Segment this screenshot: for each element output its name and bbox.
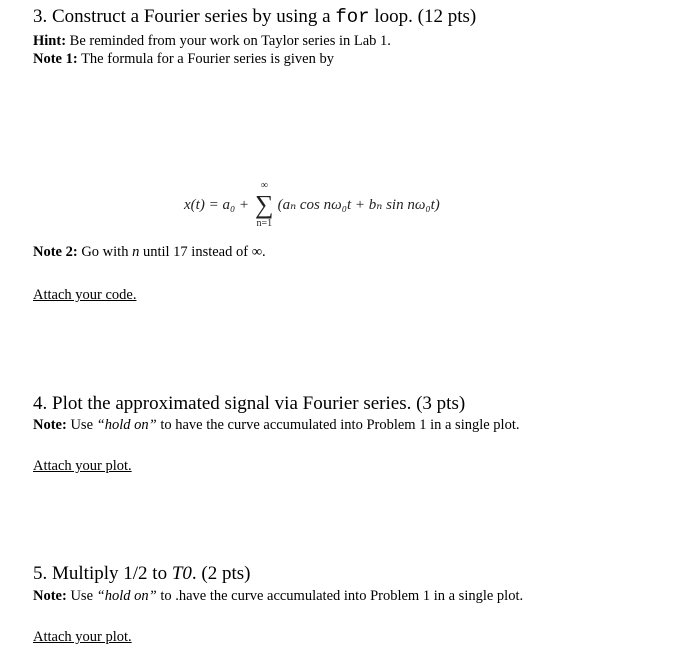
sum-upper-limit: ∞: [260, 180, 268, 191]
note-text: Use: [66, 417, 97, 433]
attach-plot-link-5[interactable]: Attach your plot.: [33, 629, 132, 645]
note-label: Note:: [33, 417, 67, 433]
note-text: Use: [66, 588, 97, 604]
note-text: Go with: [77, 244, 133, 260]
note-1: [33, 51, 334, 68]
title-text: 3. Construct a Fourier series by using a: [33, 6, 336, 27]
note-emphasis: “hold on”: [96, 588, 157, 604]
section-4-title: 4. Plot the approximated signal via Fourier series. (3 pts): [33, 393, 466, 414]
sum-symbol: ∑: [255, 190, 274, 219]
note-label: Note 1:: [33, 51, 78, 67]
variable: n: [132, 244, 140, 260]
attach-code-link[interactable]: Attach your code.: [33, 287, 137, 303]
hint: [33, 33, 391, 50]
variable: T0: [171, 563, 192, 584]
code-keyword: for: [335, 6, 370, 28]
note-label: Note:: [33, 588, 67, 604]
section-4-note: [33, 417, 520, 434]
note-text: to .have the curve accumulated into Problem 1 in a single plot.: [156, 588, 524, 604]
summation: [255, 180, 274, 229]
section-5-title: [33, 563, 250, 585]
section-3-title: [33, 6, 476, 28]
formula-body: (aₙ cos nω₀t + bₙ sin nω₀t): [277, 196, 440, 213]
formula-lhs: x(t) = a₀ +: [184, 196, 250, 213]
sum-lower-limit: n=1: [256, 218, 273, 229]
attach-plot-link-4[interactable]: Attach your plot.: [33, 458, 132, 474]
title-text: . (2 pts): [191, 563, 251, 584]
note-2: [33, 244, 266, 261]
title-text: loop. (12 pts): [369, 6, 477, 27]
note-label: Note 2:: [33, 244, 78, 260]
hint-label: Hint:: [33, 33, 67, 49]
note-text: until 17 instead of ∞.: [139, 244, 266, 260]
note-emphasis: “hold on”: [96, 417, 157, 433]
section-5-note: [33, 588, 523, 605]
fourier-formula: [184, 180, 440, 229]
note-text: to have the curve accumulated into Problem 1 in a single plot.: [156, 417, 520, 433]
note-text: The formula for a Fourier series is given by: [77, 51, 334, 67]
title-text: 5. Multiply 1/2 to: [33, 563, 172, 584]
hint-text: Be reminded from your work on Taylor series in Lab 1.: [66, 33, 391, 49]
